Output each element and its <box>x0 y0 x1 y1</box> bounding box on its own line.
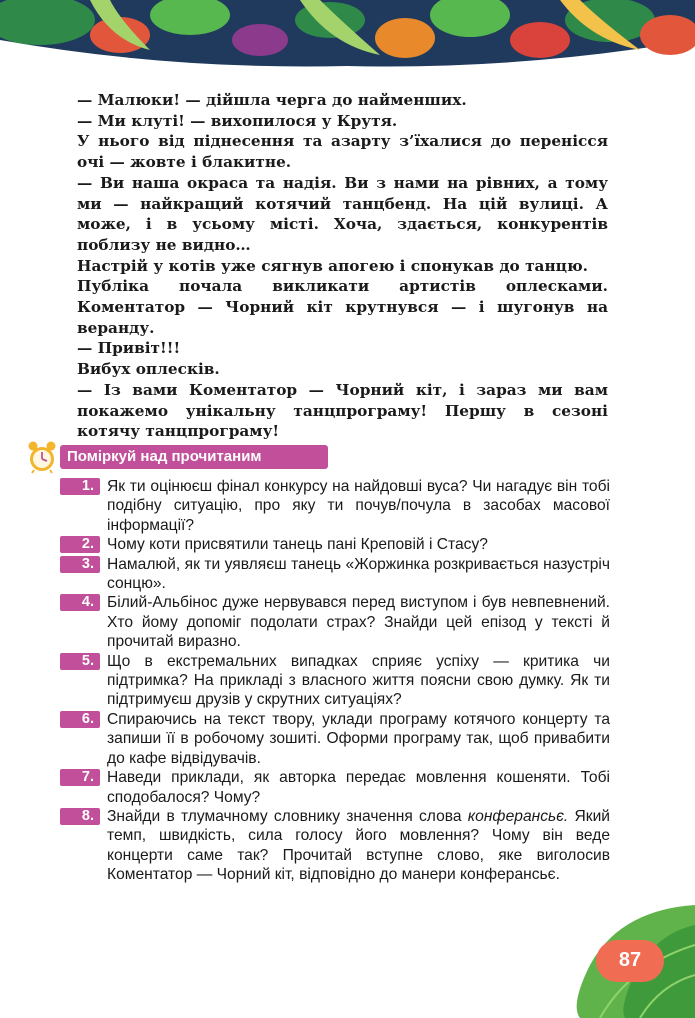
question-item <box>60 710 610 768</box>
question-item <box>60 593 610 651</box>
page-number: 87 <box>618 949 642 971</box>
question-number: 4. <box>60 594 100 611</box>
floral-banner <box>0 0 695 70</box>
question-text: Намалюй, як ти уявляєш танець «Жоржинка розкривається назустріч сонцю». <box>107 555 610 593</box>
question-number: 5. <box>60 653 100 670</box>
question-text: Білий-Альбінос дуже нервувався перед виступом і був невпевнений. Хто йому допоміг подолати страх? Знайди цей епізод у тексті й прочитай виразно. <box>107 594 610 651</box>
question-item <box>60 535 610 554</box>
section-heading <box>60 445 328 469</box>
question-item <box>60 652 610 710</box>
story-line: У нього від піднесення та азарту з’їхалися до перенісся очі — жовте і блакитне. <box>77 132 608 172</box>
story-line: — Привіт!!! <box>77 339 181 358</box>
story-line: Настрій у котів уже сягнув апогею і спонукав до танцю. <box>77 256 588 275</box>
alarm-clock-icon <box>27 440 57 474</box>
story-text <box>77 90 608 442</box>
question-item <box>60 807 610 885</box>
story-line: — Із вами Коментатор — Чорний кіт, і зараз ми вам покажемо унікальну танцпрограму! Першу в сезоні котячу танцпрограму! <box>77 380 608 441</box>
question-number: 7. <box>60 769 100 786</box>
question-item <box>60 555 610 594</box>
question-number: 3. <box>60 556 100 573</box>
page-number-badge <box>596 940 664 982</box>
story-line: — Ми клуті! — вихопилося у Крутя. <box>77 111 398 130</box>
question-number: 6. <box>60 711 100 728</box>
story-line: Вибух оплесків. <box>77 360 220 379</box>
question-number: 8. <box>60 808 100 825</box>
question-item <box>60 477 610 535</box>
question-number: 2. <box>60 536 100 553</box>
question-text: Чому коти присвятили танець пані Креповій і Стасу? <box>107 536 488 554</box>
question-text: Як ти оцінюєш фінал конкурсу на найдовші вуса? Чи нагадує він тобі подібну ситуацію, про яку ти почув/почула в засобах масової інформації? <box>107 478 610 534</box>
question-text: Наведи приклади, як авторка передає мовлення кошеняти. Тобі сподобалося? Чому? <box>107 769 610 806</box>
section-title: Поміркуй над прочитаним <box>67 448 262 465</box>
story-line: — Малюки! — дійшла черга до найменших. <box>77 91 467 109</box>
question-number: 1. <box>60 478 100 495</box>
question-text: Знайди в тлумачному словнику значення слова конферансьє. Який темп, швидкість, сила голосу його мовлення? Чому він веде концерти саме так? Прочитай вступне слово, яке виголосив Коментатор — Чорний кіт, відповідно до манери конферансьє. <box>107 807 610 884</box>
question-text: Що в екстремальних випадках сприяє успіху — критика чи підтримка? На прикладі з власного життя поясни свою думку. Як ти підтримуєш друзів у скрутних ситуаціях? <box>107 652 610 709</box>
questions-list <box>60 477 610 885</box>
question-item <box>60 768 610 807</box>
question-text: Спираючись на текст твору, уклади програму котячого концерту та запиши її в робочому зошиті. Оформи програму так, щоб привабити до кафе відвідувачів. <box>107 710 610 767</box>
story-line: Публіка почала викликати артистів оплесками. Коментатор — Чорний кіт крутнувся — і шугонув на веранду. <box>77 277 608 337</box>
story-line: — Ви наша окраса та надія. Ви з нами на рівних, а тому ми — найкращий котячий танцбенд. На цій вулиці. А може, і в усьому місті. Хоча, здається, конкурентів поблизу не видно… <box>77 173 608 254</box>
